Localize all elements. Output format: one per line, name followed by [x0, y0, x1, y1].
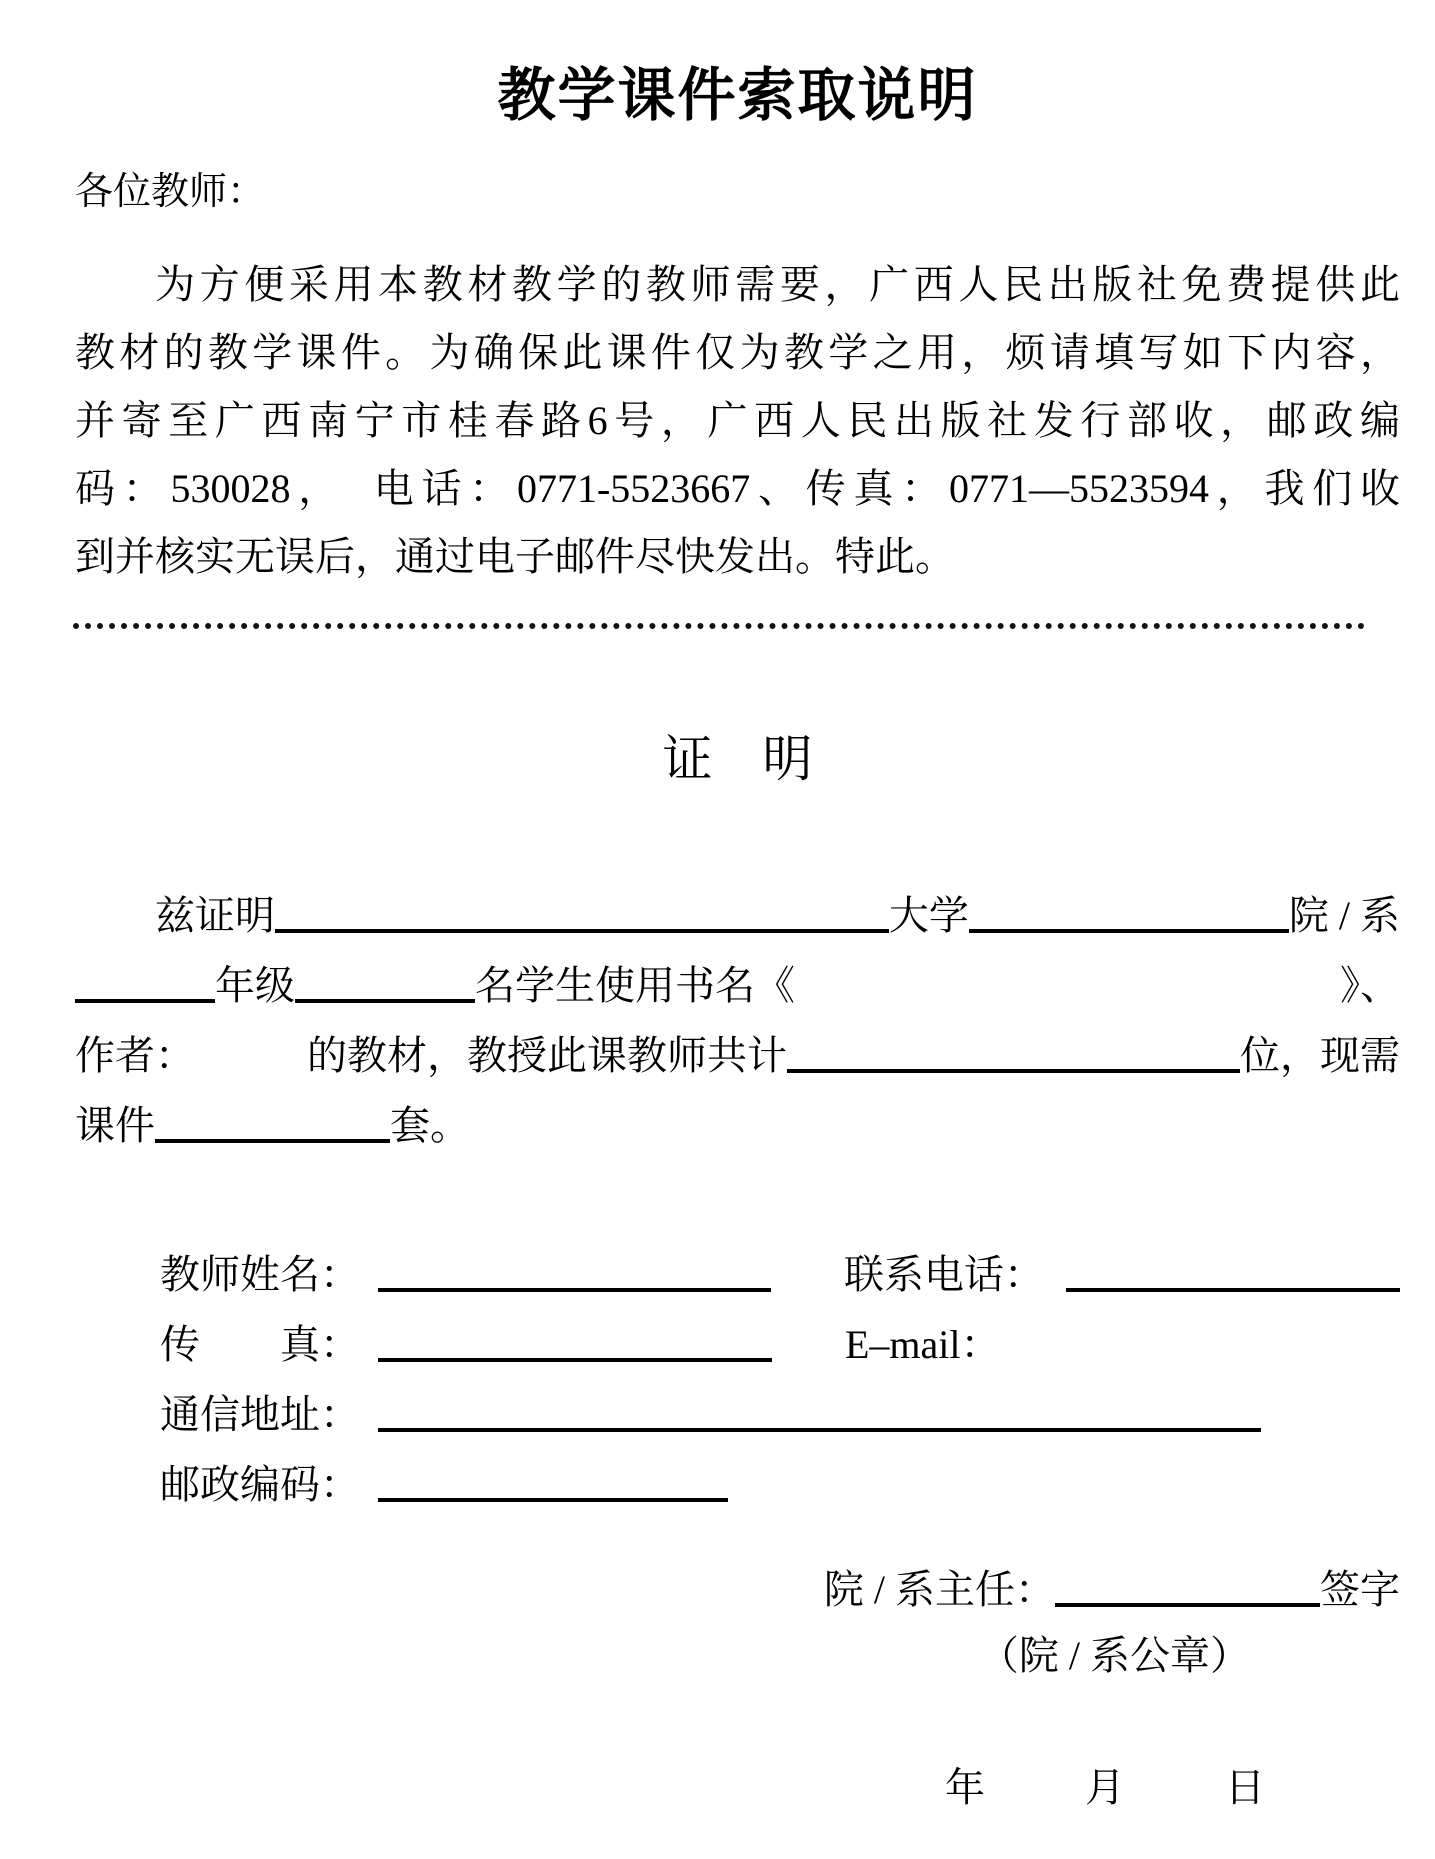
date-year-label: 年 [945, 1765, 985, 1810]
date-day-label: 日 [1225, 1765, 1265, 1810]
date-line [75, 1753, 1400, 1823]
blank-grade [75, 989, 215, 1003]
salutation: 各位教师： [75, 171, 266, 213]
notice-line: 为方便采用本教材教学的教师需要，广西人民出版社免费提供此 [155, 262, 1400, 307]
cert-grade-label: 年级 [215, 963, 295, 1008]
blank-university-name [275, 919, 889, 933]
fax-label: 传 真： [160, 1322, 360, 1367]
blank-postal-code [378, 1488, 728, 1502]
cert-college-label: 院 / 系 [1288, 893, 1400, 938]
notice-line: 到并核实无误后，通过电子邮件尽快发出。特此。 [75, 534, 955, 579]
notice-line: 码：530028， 电话：0771-5523667、传真：0771—5523594，我们收 [75, 466, 1400, 511]
blank-college-name [969, 919, 1289, 933]
blank-courseware-count [155, 1129, 390, 1143]
contact-form [75, 1228, 1400, 1508]
sign-suffix: 签字 [1320, 1567, 1400, 1612]
certificate-line-2 [75, 939, 1400, 1009]
form-row-name-phone [75, 1228, 1400, 1298]
cert-prefix: 兹证明 [155, 893, 275, 938]
blank-dean-signature [1055, 1593, 1320, 1607]
notice-line: 教材的教学课件。为确保此课件仅为教学之用，烦请填写如下内容， [75, 330, 1400, 375]
certificate-body [75, 869, 1400, 1149]
email-label: E–mail： [845, 1322, 1001, 1367]
cert-author-label: 作者： [75, 1033, 195, 1078]
blank-student-count [295, 989, 475, 1003]
contact-phone-label: 联系电话： [843, 1252, 1044, 1297]
form-row-postcode [75, 1438, 1400, 1508]
cert-students-label: 名学生使用书名《 [475, 963, 795, 1008]
cert-line3-suffix: 位，现需 [1240, 1033, 1400, 1078]
cert-book-close: 》、 [1340, 963, 1400, 1008]
address-label: 通信地址： [160, 1392, 360, 1437]
cert-teacher-count-label: 的教材，教授此课教师共计 [307, 1033, 787, 1078]
date-month-label: 月 [1085, 1765, 1125, 1810]
cert-line4-suffix: 套。 [390, 1103, 470, 1148]
blank-author-name [195, 1075, 307, 1079]
dotted-divider [73, 623, 1365, 629]
notice-paragraph [75, 251, 1400, 591]
form-row-address [75, 1368, 1400, 1438]
certificate-line-4 [75, 1079, 1400, 1149]
blank-contact-phone [1066, 1278, 1400, 1292]
blank-fax [378, 1348, 772, 1362]
dean-signature-line [75, 1543, 1400, 1613]
paragraph-indent [75, 935, 155, 939]
certificate-heading: 证 明 [662, 731, 813, 787]
teacher-name-label: 教师姓名： [160, 1252, 360, 1297]
blank-teacher-count [787, 1059, 1240, 1073]
dean-label: 院 / 系主任： [823, 1567, 1055, 1612]
form-row-fax-email [75, 1298, 1400, 1368]
postcode-label: 邮政编码： [160, 1462, 360, 1507]
blank-teacher-name [378, 1278, 771, 1292]
page-title: 教学课件索取说明 [497, 61, 978, 129]
seal-note: （院 / 系公章） [978, 1633, 1250, 1678]
cert-courseware-label: 课件 [75, 1103, 155, 1148]
blank-book-title [795, 1005, 1340, 1009]
cert-university-label: 大学 [888, 893, 969, 938]
certificate-line-1 [75, 869, 1400, 939]
blank-mailing-address [378, 1418, 1261, 1432]
certificate-line-3 [75, 1009, 1400, 1079]
notice-line: 并寄至广西南宁市桂春路6号，广西人民出版社发行部收，邮政编 [75, 398, 1400, 443]
